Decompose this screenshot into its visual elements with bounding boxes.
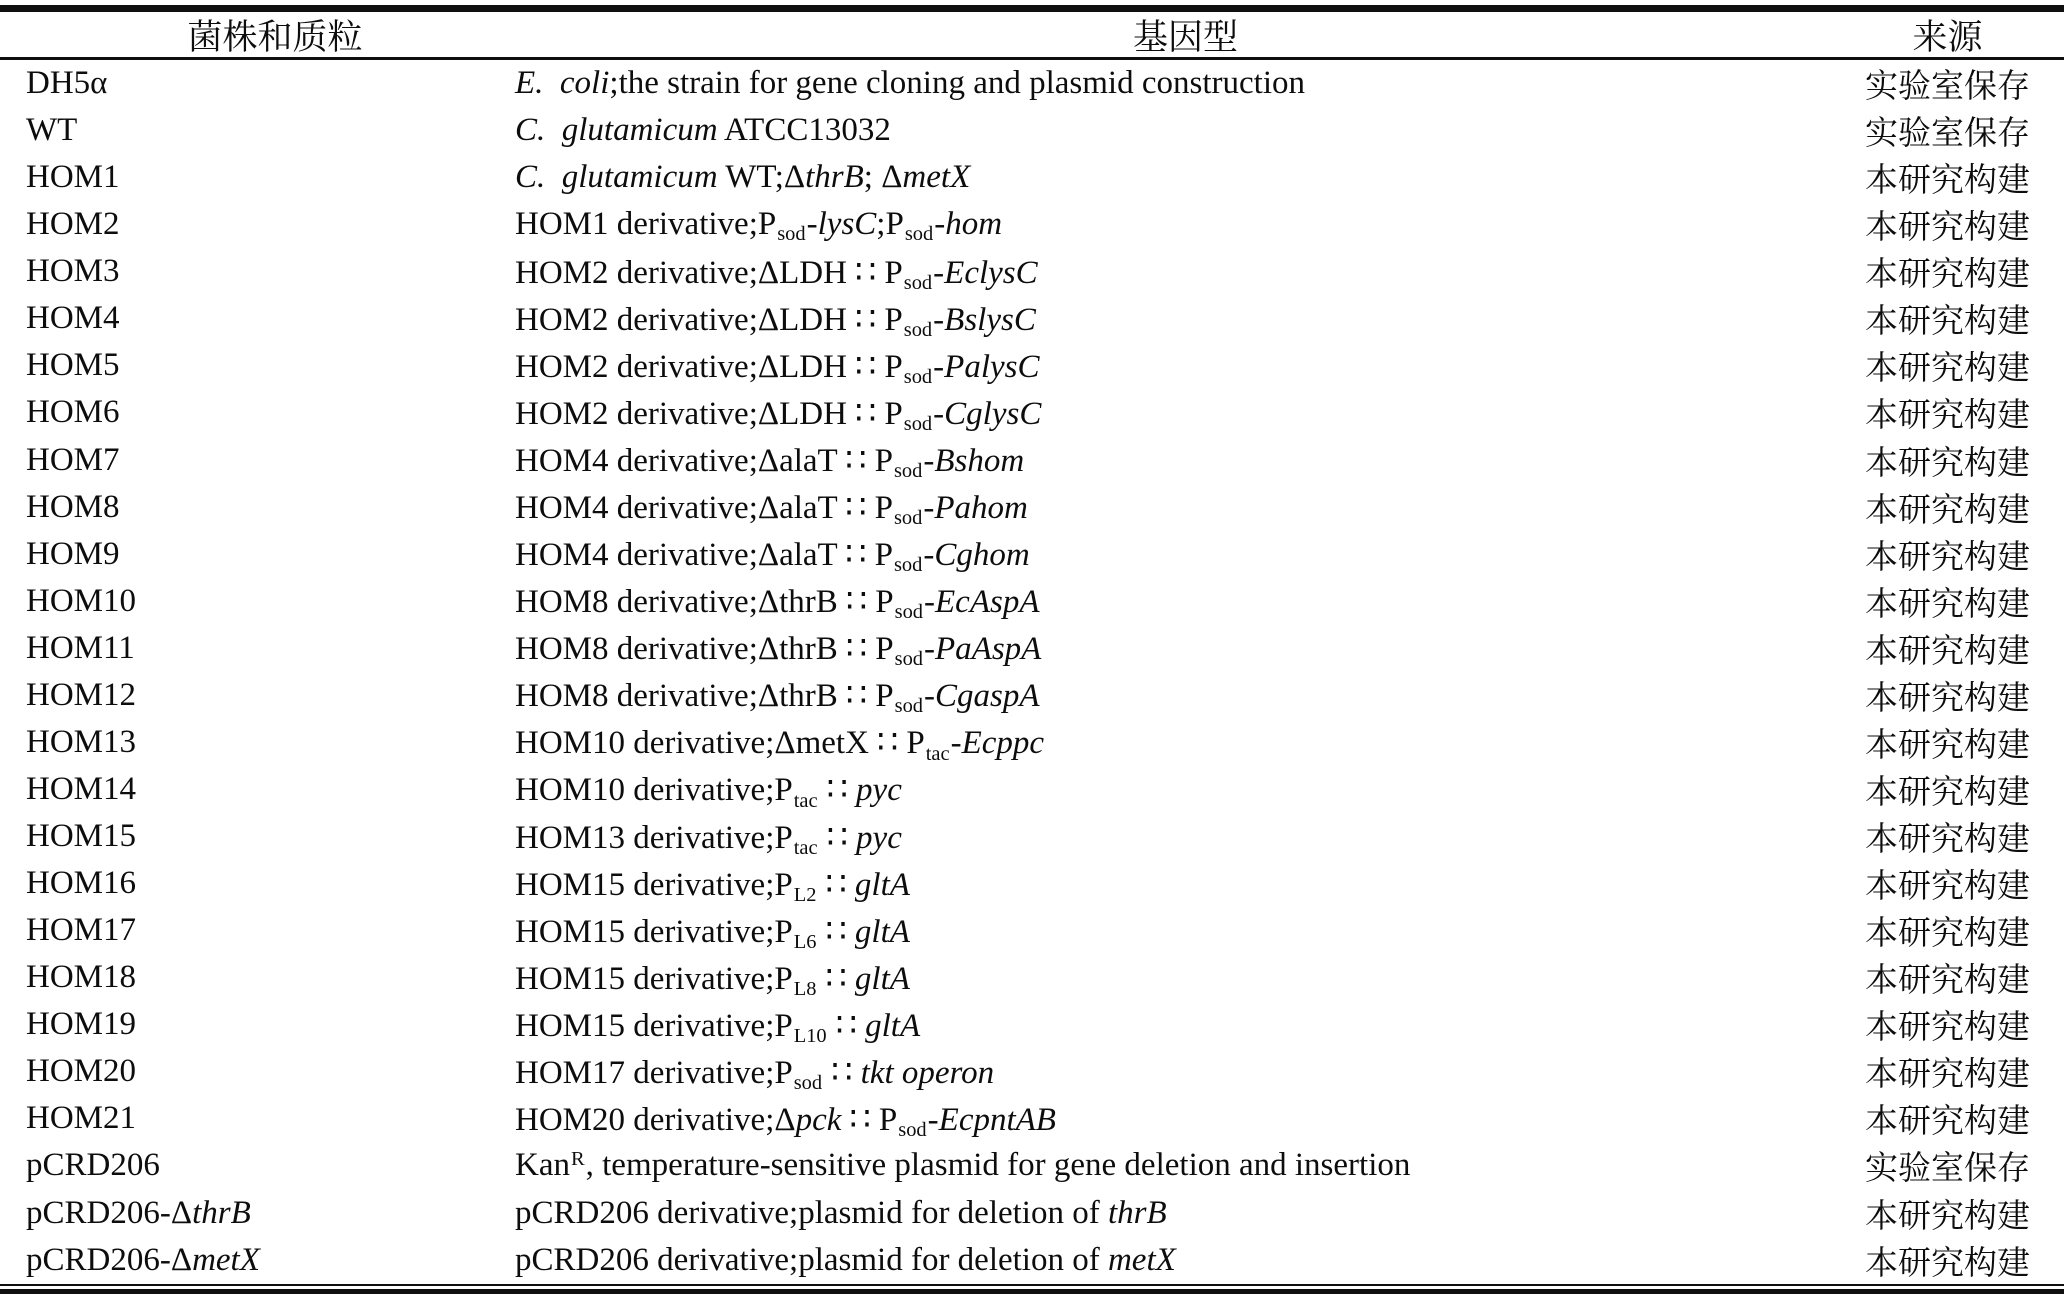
strain-name-cell: HOM1	[26, 159, 120, 196]
column-header-strains-plasmids: 菌株和质粒	[187, 17, 363, 57]
source-cell: 本研究构建	[1865, 586, 2030, 623]
strain-name-cell: HOM20	[26, 1053, 137, 1090]
strain-name-cell: DH5α	[26, 65, 108, 102]
table-row	[0, 437, 2064, 484]
genotype-cell: pCRD206 derivative;plasmid for deletion of metX	[515, 1241, 1176, 1278]
source-cell: 本研究构建	[1865, 869, 2030, 906]
strain-name-cell: HOM18	[26, 959, 137, 996]
table-row	[0, 1001, 2064, 1048]
strain-name-cell: HOM12	[26, 676, 137, 713]
table-row	[0, 531, 2064, 578]
table-row	[0, 201, 2064, 248]
strain-name-cell: HOM17	[26, 912, 137, 949]
source-cell: 本研究构建	[1865, 1057, 2030, 1094]
strain-name-cell: HOM13	[26, 723, 137, 760]
source-cell: 本研究构建	[1865, 727, 2030, 764]
genotype-cell: Kan$^R$, temperature-sensitive plasmid for gene deletion and insertion	[515, 1147, 1411, 1184]
table-row	[0, 578, 2064, 625]
table-bottom-rule	[0, 1284, 2064, 1294]
strain-name-cell: HOM2	[26, 206, 120, 243]
source-cell: 本研究构建	[1865, 257, 2030, 294]
column-header-genotype: 基因型	[1132, 17, 1238, 57]
genotype-cell: HOM20 derivative;Δpck ∷ Psod-EcpntAB	[515, 1101, 1056, 1142]
strain-name-cell: HOM3	[26, 253, 120, 290]
genotype-cell: HOM1 derivative;Psod-lysC;Psod-hom	[515, 206, 1003, 246]
source-cell: 本研究构建	[1865, 1245, 2030, 1282]
source-cell: 本研究构建	[1865, 351, 2030, 388]
genotype-cell: HOM4 derivative;ΔalaT ∷ Psod-Bshom	[515, 443, 1025, 483]
table-row	[0, 295, 2064, 342]
table-row	[0, 625, 2064, 672]
genotype-cell: HOM4 derivative;ΔalaT ∷ Psod-Pahom	[515, 490, 1028, 530]
genotype-cell: HOM8 derivative;ΔthrB ∷ Psod-CgaspA	[515, 678, 1040, 718]
source-cell: 本研究构建	[1865, 774, 2030, 811]
table-row	[0, 1237, 2064, 1284]
strain-name-cell: pCRD206-ΔthrB	[26, 1194, 251, 1231]
genotype-cell: HOM17 derivative;Psod ∷ tkt operon	[515, 1054, 995, 1094]
strain-name-cell: pCRD206	[26, 1147, 160, 1184]
table-row	[0, 954, 2064, 1001]
genotype-cell: HOM2 derivative;ΔLDH ∷ Psod-PalysC	[515, 348, 1040, 389]
source-cell: 本研究构建	[1865, 1104, 2030, 1141]
source-cell: 本研究构建	[1865, 163, 2030, 200]
genotype-cell: E. coli;the strain for gene cloning and plasmid construction	[515, 65, 1305, 102]
source-cell: 本研究构建	[1865, 1010, 2030, 1047]
strain-name-cell: HOM10	[26, 582, 137, 619]
column-header-source: 来源	[1912, 17, 1983, 57]
genotype-cell: HOM2 derivative;ΔLDH ∷ Psod-EclysC	[515, 254, 1038, 294]
strain-name-cell: HOM8	[26, 488, 120, 525]
strain-name-cell: HOM4	[26, 300, 120, 337]
table-header-row	[0, 12, 2064, 60]
table-row	[0, 907, 2064, 954]
table-row	[0, 107, 2064, 154]
table-row	[0, 813, 2064, 860]
table-row	[0, 484, 2064, 531]
genotype-cell: HOM15 derivative;PL10 ∷ gltA	[515, 1007, 921, 1047]
strain-name-cell: HOM7	[26, 441, 120, 478]
genotype-cell: HOM2 derivative;ΔLDH ∷ Psod-CglysC	[515, 395, 1042, 436]
table-row	[0, 1190, 2064, 1237]
table-body	[0, 60, 2064, 1284]
source-cell: 实验室保存	[1865, 69, 2030, 106]
table-row	[0, 342, 2064, 389]
source-cell: 本研究构建	[1865, 633, 2030, 670]
genotype-cell: C. glutamicum WT;ΔthrB; ΔmetX	[515, 159, 971, 196]
source-cell: 本研究构建	[1865, 492, 2030, 529]
table-row	[0, 1095, 2064, 1142]
strain-name-cell: HOM21	[26, 1100, 137, 1137]
source-cell: 实验室保存	[1865, 116, 2030, 153]
source-cell: 实验室保存	[1865, 1151, 2030, 1188]
source-cell: 本研究构建	[1865, 210, 2030, 247]
source-cell: 本研究构建	[1865, 445, 2030, 482]
source-cell: 本研究构建	[1865, 822, 2030, 859]
strain-name-cell: HOM19	[26, 1006, 137, 1043]
genotype-cell: HOM10 derivative;Ptac ∷ pyc	[515, 772, 902, 812]
table-row	[0, 389, 2064, 436]
table-row	[0, 1048, 2064, 1095]
source-cell: 本研究构建	[1865, 539, 2030, 576]
genotype-cell: HOM13 derivative;Ptac ∷ pyc	[515, 819, 902, 859]
strain-name-cell: HOM14	[26, 770, 137, 807]
table-row	[0, 766, 2064, 813]
source-cell: 本研究构建	[1865, 1198, 2030, 1235]
source-cell: 本研究构建	[1865, 916, 2030, 953]
strains-plasmids-table	[0, 5, 2064, 1294]
genotype-cell: HOM15 derivative;PL2 ∷ gltA	[515, 866, 910, 906]
source-cell: 本研究构建	[1865, 398, 2030, 435]
genotype-cell: pCRD206 derivative;plasmid for deletion of thrB	[515, 1194, 1167, 1231]
genotype-cell: HOM4 derivative;ΔalaT ∷ Psod-Cghom	[515, 537, 1030, 577]
table-row	[0, 1142, 2064, 1189]
table-row	[0, 60, 2064, 107]
genotype-cell: HOM15 derivative;PL6 ∷ gltA	[515, 913, 910, 953]
strain-name-cell: pCRD206-ΔmetX	[26, 1241, 260, 1278]
table-row	[0, 860, 2064, 907]
strain-name-cell: HOM15	[26, 818, 137, 855]
source-cell: 本研究构建	[1865, 963, 2030, 1000]
genotype-cell: C. glutamicum ATCC13032	[515, 112, 891, 149]
genotype-cell: HOM2 derivative;ΔLDH ∷ Psod-BslysC	[515, 301, 1036, 341]
source-cell: 本研究构建	[1865, 680, 2030, 717]
strain-name-cell: HOM6	[26, 394, 120, 431]
table-row	[0, 248, 2064, 295]
genotype-cell: HOM8 derivative;ΔthrB ∷ Psod-EcAspA	[515, 584, 1040, 624]
table-row	[0, 672, 2064, 719]
strain-name-cell: HOM9	[26, 535, 120, 572]
strain-name-cell: HOM5	[26, 347, 120, 384]
genotype-cell: HOM15 derivative;PL8 ∷ gltA	[515, 960, 910, 1000]
strain-name-cell: HOM16	[26, 865, 137, 902]
table-row	[0, 719, 2064, 766]
source-cell: 本研究构建	[1865, 304, 2030, 341]
genotype-cell: HOM8 derivative;ΔthrB ∷ Psod-PaAspA	[515, 631, 1042, 671]
genotype-cell: HOM10 derivative;ΔmetX ∷ Ptac-Ecppc	[515, 725, 1045, 765]
strain-name-cell: HOM11	[26, 629, 135, 666]
strain-name-cell: WT	[26, 112, 78, 149]
table-row	[0, 154, 2064, 201]
